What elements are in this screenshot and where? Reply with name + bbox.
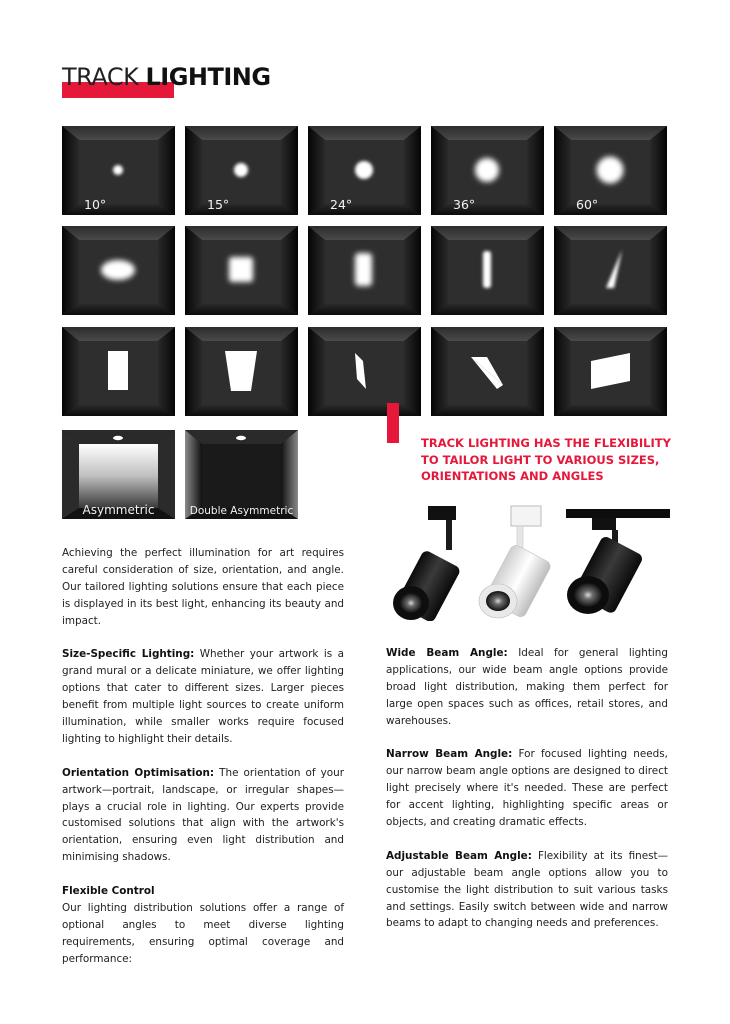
beam-shape-tile [62, 327, 175, 416]
size-body: Whether your artwork is a grand mural or a delicate miniature, we offer lighting options that cater to different sizes. Larger pieces benefit from multiple light sources to create uniform illumination, while smaller works require focused lighting to highlight their details. [62, 648, 344, 745]
beam-shape-tile [185, 126, 298, 215]
beam-angle-label: 24° [330, 197, 353, 212]
intro-paragraph: Achieving the perfect illumination for art requires careful consideration of size, orientation, and angle. Our tailored lighting solutions ensure that each piece is displayed in its best light, enhancing its beauty and impact. [62, 547, 344, 627]
right-text-column [386, 645, 668, 949]
narrow-beam-paragraph [386, 746, 668, 831]
beam-shape-tile [308, 327, 421, 416]
beam-shape-tile [431, 327, 544, 416]
headline [421, 435, 691, 485]
wide-beam-heading: Wide Beam Angle: [386, 647, 508, 659]
flexible-heading: Flexible Control [62, 885, 155, 898]
headline-line: TRACK LIGHTING HAS THE FLEXIBILITY [421, 436, 671, 450]
adjustable-beam-body: Flexibility at its finest—our adjustable beam angle options allow you to customise the light distribution to suit various tasks and settings. Easily switch between wide and narrow beams to adapt to changing needs and preferences. [386, 849, 668, 930]
headline-accent-bar [387, 403, 399, 443]
size-paragraph [62, 646, 344, 747]
double-asymmetric-tile [185, 430, 298, 519]
wide-beam-paragraph [386, 645, 668, 730]
beam-shape-tile [554, 226, 667, 315]
narrow-beam-body: For focused lighting needs, our narrow beam angle options are designed to direct light precisely where it's needed. These are perfect for accent lighting, highlighting specific areas or objects, and creating dramatic effects. [386, 748, 668, 829]
beam-shape-tile [62, 226, 175, 315]
beam-angle-label: 60° [576, 197, 599, 212]
left-text-column [62, 545, 344, 968]
beam-shape-tile [308, 226, 421, 315]
flexible-body: Our lighting distribution solutions offer a range of optional angles to meet diverse lighting requirements, ensuring optimal coverage and performance: [62, 901, 344, 965]
track-spotlights-image [386, 503, 670, 621]
beam-shape-tile [308, 126, 421, 215]
orientation-paragraph [62, 765, 344, 866]
headline-line: ORIENTATIONS AND ANGLES [421, 469, 604, 483]
beam-angle-label: 15° [207, 197, 230, 212]
wide-beam-body: Ideal for general lighting applications, our wide beam angle options provide broad light distribution, making them perfect for large open spaces such as offices, retail stores, and warehouses. [386, 647, 668, 727]
orientation-body: The orientation of your artwork—portrait, landscape, or irregular shapes—plays a crucial role in lighting. Our experts provide customised solutions that align with the artwork's orientation, ensuring even light distribution and minimising shadows. [62, 766, 344, 864]
title-light: TRACK [62, 63, 146, 91]
adjustable-beam-heading: Adjustable Beam Angle: [386, 849, 532, 862]
beam-angle-label: 10° [84, 197, 107, 212]
asymmetric-tile [62, 430, 175, 519]
beam-shape-tile [431, 226, 544, 315]
beam-shape-tile [554, 126, 667, 215]
orientation-heading: Orientation Optimisation: [62, 766, 215, 779]
adjustable-beam-paragraph [386, 848, 668, 933]
beam-shape-tile [185, 327, 298, 416]
headline-line: TO TAILOR LIGHT TO VARIOUS SIZES, [421, 452, 660, 467]
beam-shape-tile [431, 126, 544, 215]
beam-angle-label: 36° [453, 197, 476, 212]
beam-shape-tile [554, 327, 667, 416]
asymmetric-label: Asymmetric [82, 503, 155, 517]
asymmetric-label: Double Asymmetric [189, 505, 294, 517]
beam-shape-tile [62, 126, 175, 215]
narrow-beam-heading: Narrow Beam Angle: [386, 748, 513, 761]
size-heading: Size-Specific Lighting: [62, 648, 195, 661]
title-bold: LIGHTING [145, 63, 271, 91]
beam-shape-tile [185, 226, 298, 315]
